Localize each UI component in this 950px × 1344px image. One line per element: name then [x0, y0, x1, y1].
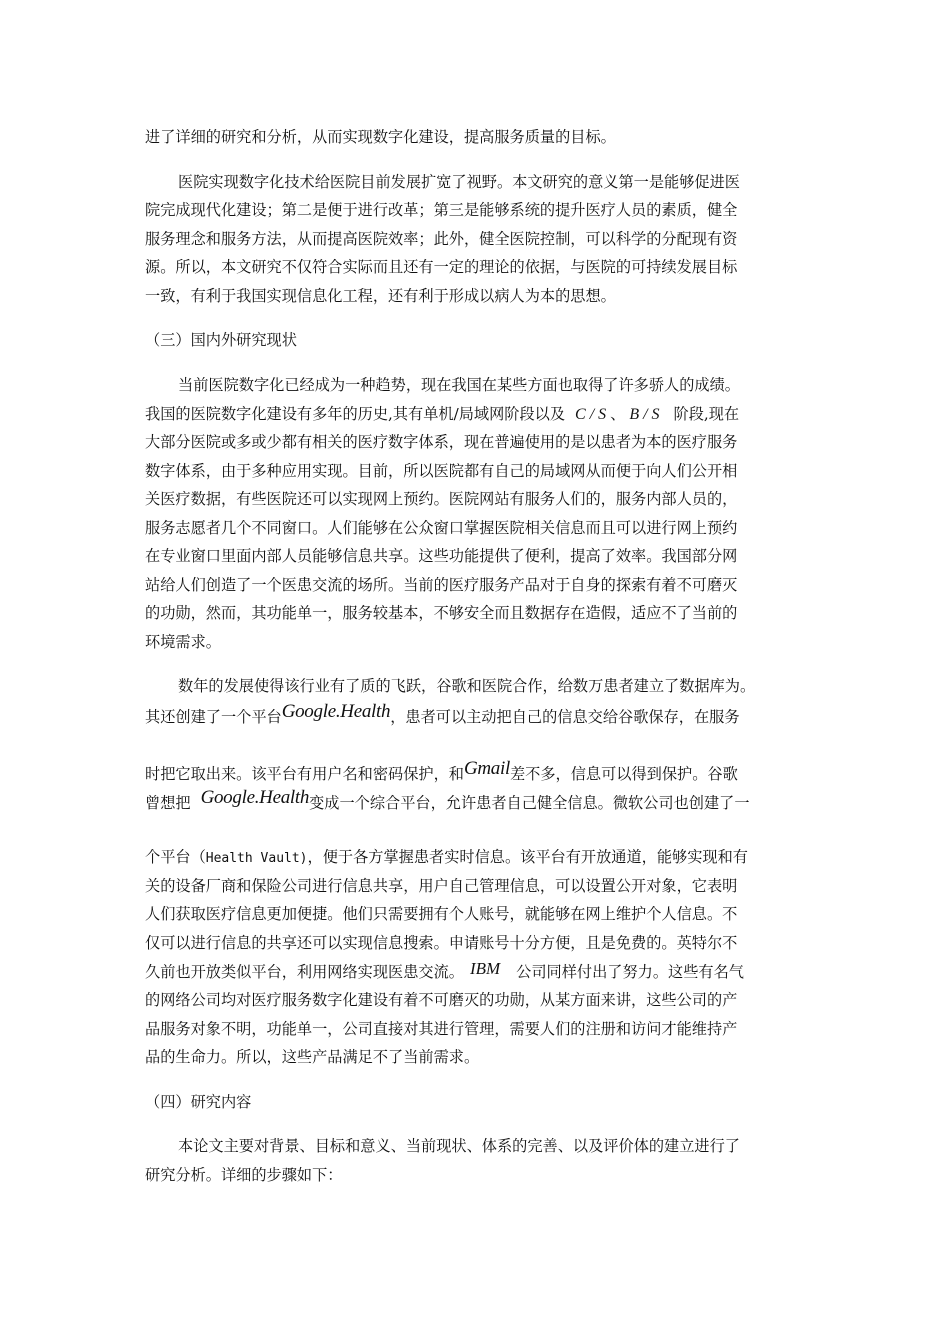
paragraph-line: 站给人们创造了一个医患交流的场所。当前的医疗服务产品对于自身的探索有着不可磨灭 — [145, 576, 738, 594]
paragraph-line: 大部分医院或多或少都有相关的医疗数字体系，现在普遍使用的是以患者为本的医疗服务 — [145, 433, 738, 451]
paragraph-line — [145, 701, 740, 727]
math-google-health: Google.Health — [200, 787, 310, 808]
paragraph-line: 医院实现数字化技术给医院目前发展扩宽了视野。本文研究的意义第一是能够促进医 — [178, 173, 740, 191]
paragraph-line: 品的生命力。所以，这些产品满足不了当前需求。 — [145, 1048, 480, 1066]
text-run: 曾想把 — [145, 794, 191, 812]
paragraph-line: 当前医院数字化已经成为一种趋势，现在我国在某些方面也取得了许多骄人的成绩。 — [178, 376, 740, 394]
section-heading: （四）研究内容 — [145, 1093, 252, 1111]
math-gmail: Gmail — [463, 758, 510, 779]
paragraph-line: 数字体系，由于多种应用实现。目前，所以医院都有自己的局域网从而便于向人们公开相 — [145, 462, 738, 480]
math-google-health: Google.Health — [281, 701, 391, 722]
paragraph-line: 在专业窗口里面内部人员能够信息共享。这些功能提供了便利，提高了效率。我国部分网 — [145, 547, 738, 565]
text-run: 我国的医院数字化建设有多年的历史,其有单机/局域网阶段以及 — [145, 405, 566, 423]
paragraph-line: 的功勋，然而，其功能单一，服务较基本，不够安全而且数据存在造假，适应不了当前的 — [145, 604, 738, 622]
paragraph-line: 的网络公司均对医疗服务数字化建设有着不可磨灭的功勋，从某方面来讲，这些公司的产 — [145, 991, 738, 1009]
paragraph-line — [145, 787, 750, 813]
paragraph-line — [145, 959, 744, 982]
paragraph-line: 关医疗数据，有些医院还可以实现网上预约。医院网站有服务人们的，服务内部人员的， — [145, 490, 738, 508]
paragraph-line: 院完成现代化建设；第二是便于进行改革；第三是能够系统的提升医疗人员的素质，健全 — [145, 201, 738, 219]
paragraph-line: 研究分析。详细的步骤如下： — [145, 1166, 343, 1184]
text-run: ，便于各方掌握患者实时信息。该平台有开放通道，能够实现和有 — [307, 848, 748, 866]
text-run: 个平台（ — [145, 848, 206, 866]
text-run: 其还创建了一个平台 — [145, 708, 282, 726]
paragraph-line: 进了详细的研究和分析，从而实现数字化建设，提高服务质量的目标。 — [145, 128, 616, 146]
text-run: 公司同样付出了努力。这些有名气 — [516, 963, 744, 981]
paragraph-line: 品服务对象不明，功能单一，公司直接对其进行管理，需要人们的注册和访问才能维持产 — [145, 1020, 738, 1038]
paragraph-line: 本论文主要对背景、目标和意义、当前现状、体系的完善、以及评价体的建立进行了 — [178, 1137, 740, 1155]
paragraph-line: 源。所以，本文研究不仅符合实际而且还有一定的理论的依据，与医院的可持续发展目标 — [145, 258, 738, 276]
text-run: 差不多，信息可以得到保护。谷歌 — [509, 765, 738, 783]
text-run: 阶段,现在 — [673, 405, 740, 423]
product-name: Health Vault) — [205, 851, 308, 866]
paragraph-line — [145, 404, 739, 425]
text-run: ，患者可以主动把自己的信息交给谷歌保存，在服务 — [390, 708, 740, 726]
paragraph-line: 数年的发展使得该行业有了质的飞跃，谷歌和医院合作，给数万患者建立了数据库为。 — [178, 677, 756, 695]
paragraph-line: 环境需求。 — [145, 633, 221, 651]
paragraph-line: 一致，有利于我国实现信息化工程，还有利于形成以病人为本的思想。 — [145, 287, 616, 305]
math-cs: C / S — [575, 406, 607, 423]
math-ibm: IBM — [469, 959, 501, 978]
section-heading: （三）国内外研究现状 — [145, 331, 297, 349]
text-run: 时把它取出来。该平台有用户名和密码保护，和 — [145, 765, 464, 783]
paragraph-line: 服务理念和服务方法，从而提高医院效率；此外，健全医院控制，可以科学的分配现有资 — [145, 230, 738, 248]
text-run: 、 — [610, 405, 626, 423]
paragraph-line: 关的设备厂商和保险公司进行信息共享，用户自己管理信息，可以设置公开对象，它表明 — [145, 877, 738, 895]
paragraph-line: 服务志愿者几个不同窗口。人们能够在公众窗口掌握医院相关信息而且可以进行网上预约 — [145, 519, 738, 537]
paragraph-line — [145, 847, 748, 869]
text-run: 久前也开放类似平台，利用网络实现医患交流。 — [145, 963, 464, 981]
paragraph-line: 仅可以进行信息的共享还可以实现信息搜索。申请账号十分方便，且是免费的。英特尔不 — [145, 934, 738, 952]
paragraph-line — [145, 758, 738, 784]
math-bs: B / S — [629, 406, 660, 423]
paragraph-line: 人们获取医疗信息更加便捷。他们只需要拥有个人账号，就能够在网上维护个人信息。不 — [145, 905, 738, 923]
text-run: 变成一个综合平台，允许患者自己健全信息。微软公司也创建了一 — [309, 794, 750, 812]
